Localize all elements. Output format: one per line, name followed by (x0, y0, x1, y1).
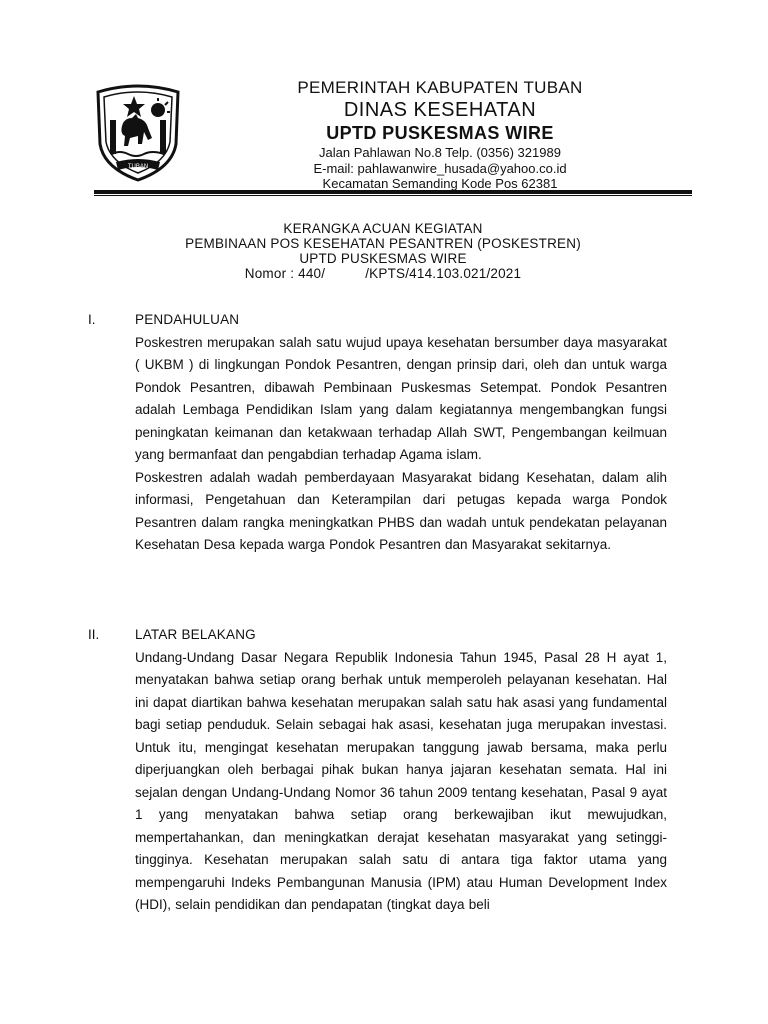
paragraph: Undang-Undang Dasar Negara Republik Indonesia Tahun 1945, Pasal 28 H ayat 1, menyatakan bahwa setiap orang berhak untuk memperoleh pelayanan kesehatan. Hal ini dapat diartikan bahwa kesehatan merupakan salah satu hak asasi yang fundamental bagi setiap penduduk. Selain sebagai hak asasi, kesehatan juga merupakan investasi. Untuk itu, mengingat kesehatan merupakan tanggung jawab bersama, maka perlu diperjuangkan oleh berbagai pihak bukan hanya jajaran kesehatan semata. Hal ini sejalan dengan Undang-Undang Nomor 36 tahun 2009 tentang kesehatan, Pasal 9 ayat 1 yang menyatakan bahwa setiap orang berkewajiban ikut mewujudkan, mempertahankan, dan meningkatkan derajat kesehatan masyarakat yang setinggi- tingginya. Kesehatan merupakan salah satu di antara tiga faktor utama yang mempengaruhi Indeks Pembangunan Manusia (IPM) atau Human Development Index (HDI), selain pendidikan dan pendapatan (tingkat daya beli (135, 649, 667, 912)
section-heading: LATAR BELAKANG (135, 627, 256, 642)
government-name: PEMERINTAH KABUPATEN TUBAN (297, 78, 583, 97)
office-district: Kecamatan Semanding Kode Pos 62381 (322, 176, 558, 191)
document-title-block (100, 221, 666, 281)
logo-banner-text: TUBAN (127, 164, 149, 170)
document-number-prefix: Nomor : 440/ (244, 266, 326, 281)
section-number: II. (88, 627, 100, 642)
letterhead-divider (94, 190, 692, 196)
tuban-regency-emblem-icon (94, 82, 182, 182)
issuing-unit: UPTD PUSKESMAS WIRE (299, 251, 467, 266)
document-number-suffix: /KPTS/414.103.021/2021 (365, 266, 522, 281)
section-body (135, 624, 667, 917)
letterhead (94, 78, 692, 194)
section-number: I. (88, 312, 96, 327)
paragraph: Poskestren merupakan salah satu wujud upaya kesehatan bersumber daya masyarakat ( UKBM ) di lingkungan Pondok Pesantren, dengan prinsip dari, oleh dan untuk warga Pondok Pesantren, dibawah Pembinaan Puskesmas Setempat. Pondok Pesantren adalah Lembaga Pendidikan Islam yang dalam kegiatannya mengembangkan fungsi peningkatan keimanan dan ketakwaan terhadap Allah SWT, Pengembangan keilmuan yang bermanfaat dan pengabdian terhadap Agama islam. (135, 334, 667, 462)
document-number (100, 266, 666, 281)
section-heading: PENDAHULUAN (135, 312, 240, 327)
activity-name: PEMBINAAN POS KESEHATAN PESANTREN (POSKESTREN) (185, 236, 581, 251)
letterhead-text (190, 78, 690, 192)
office-address: Jalan Pahlawan No.8 Telp. (0356) 321989 (319, 145, 561, 160)
paragraph: Poskestren adalah wadah pemberdayaan Masyarakat bidang Kesehatan, dalam alih informasi, Pengetahuan dan Keterampilan dari petugas kepada warga Pondok Pesantren dalam rangka meningkatkan PHBS dan wadah untuk pendekatan pelayanan Kesehatan Desa kepada warga Pondok Pesantren dan Masyarakat sekitarnya. (135, 469, 667, 552)
unit-name: UPTD PUSKESMAS WIRE (326, 123, 554, 143)
section-body (135, 309, 667, 557)
agency-name: DINAS KESEHATAN (343, 99, 537, 121)
office-email: E-mail: pahlawanwire_husada@yahoo.co.id (313, 160, 567, 176)
document-type: KERANGKA ACUAN KEGIATAN (283, 221, 483, 236)
